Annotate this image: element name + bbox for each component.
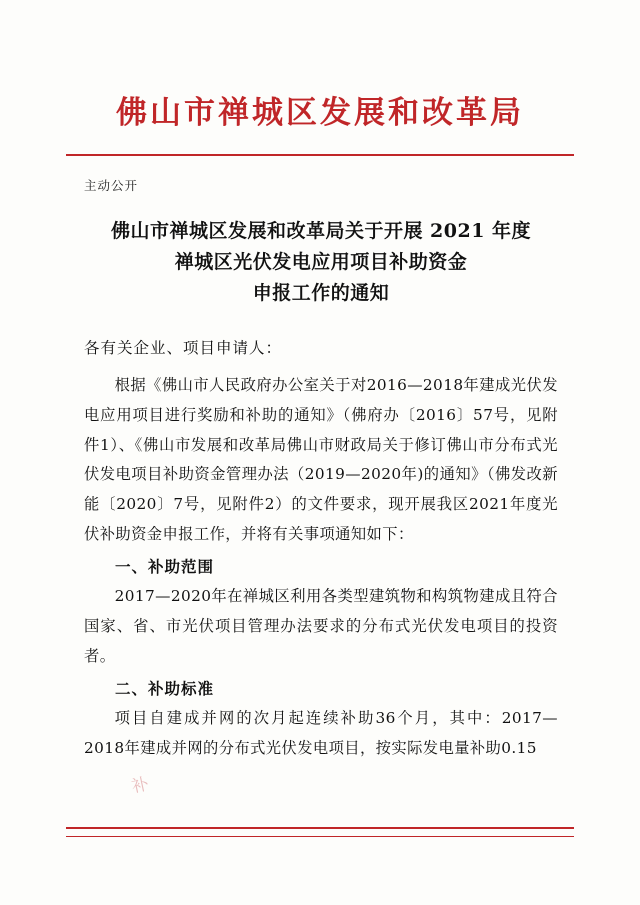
section-body-2: 项目自建成并网的次月起连续补助36个月，其中：2017—2018年建成并网的分布式光伏发电项目，按实际发电量补助0.15 [84,708,558,757]
page-title-line-1: 佛山市禅城区发展和改革局关于开展 2021 年度 [110,220,532,242]
letterhead [0,96,640,132]
page-title-line-3: 申报工作的通知 [252,281,390,304]
salutation: 各有关企业、项目申请人： [84,339,283,358]
page-title-line-2: 禅城区光伏发电应用项目补助资金 [174,250,468,273]
section-body-1: 2017—2020年在禅城区利用各类型建筑物和构筑物建成且符合国家、省、市光伏项目管理办法要求的分布式光伏发电项目的投资者。 [84,587,558,665]
footer-divider-top [66,827,574,829]
disclosure-tag: 主动公开 [84,178,139,193]
footer-divider-bottom [66,836,574,837]
section-heading-2: 二、补助标准 [115,678,215,698]
handwritten-ink-mark: 补 [129,774,151,798]
letterhead-divider [66,154,574,156]
letterhead-organization: 佛山市禅城区发展和改革局 [116,95,524,131]
intro-paragraph: 根据《佛山市人民政府办公室关于对2016—2018年建成光伏发电应用项目进行奖励和补助的通知》（佛府办〔2016〕57号，见附件1）、《佛山市发展和改革局佛山市财政局关于修订佛山市分布式光伏发电项目补助资金管理办法（2019—2020年)的通知》（佛发改新能〔2020〕7号，见附件2）的文件要求，现开展我区2021年度光伏补助资金申报工作，并将有关事项通知如下： [84,375,558,544]
document-body [84,176,558,766]
section-heading-1: 一、补助范围 [115,556,215,576]
document-title [84,216,558,308]
